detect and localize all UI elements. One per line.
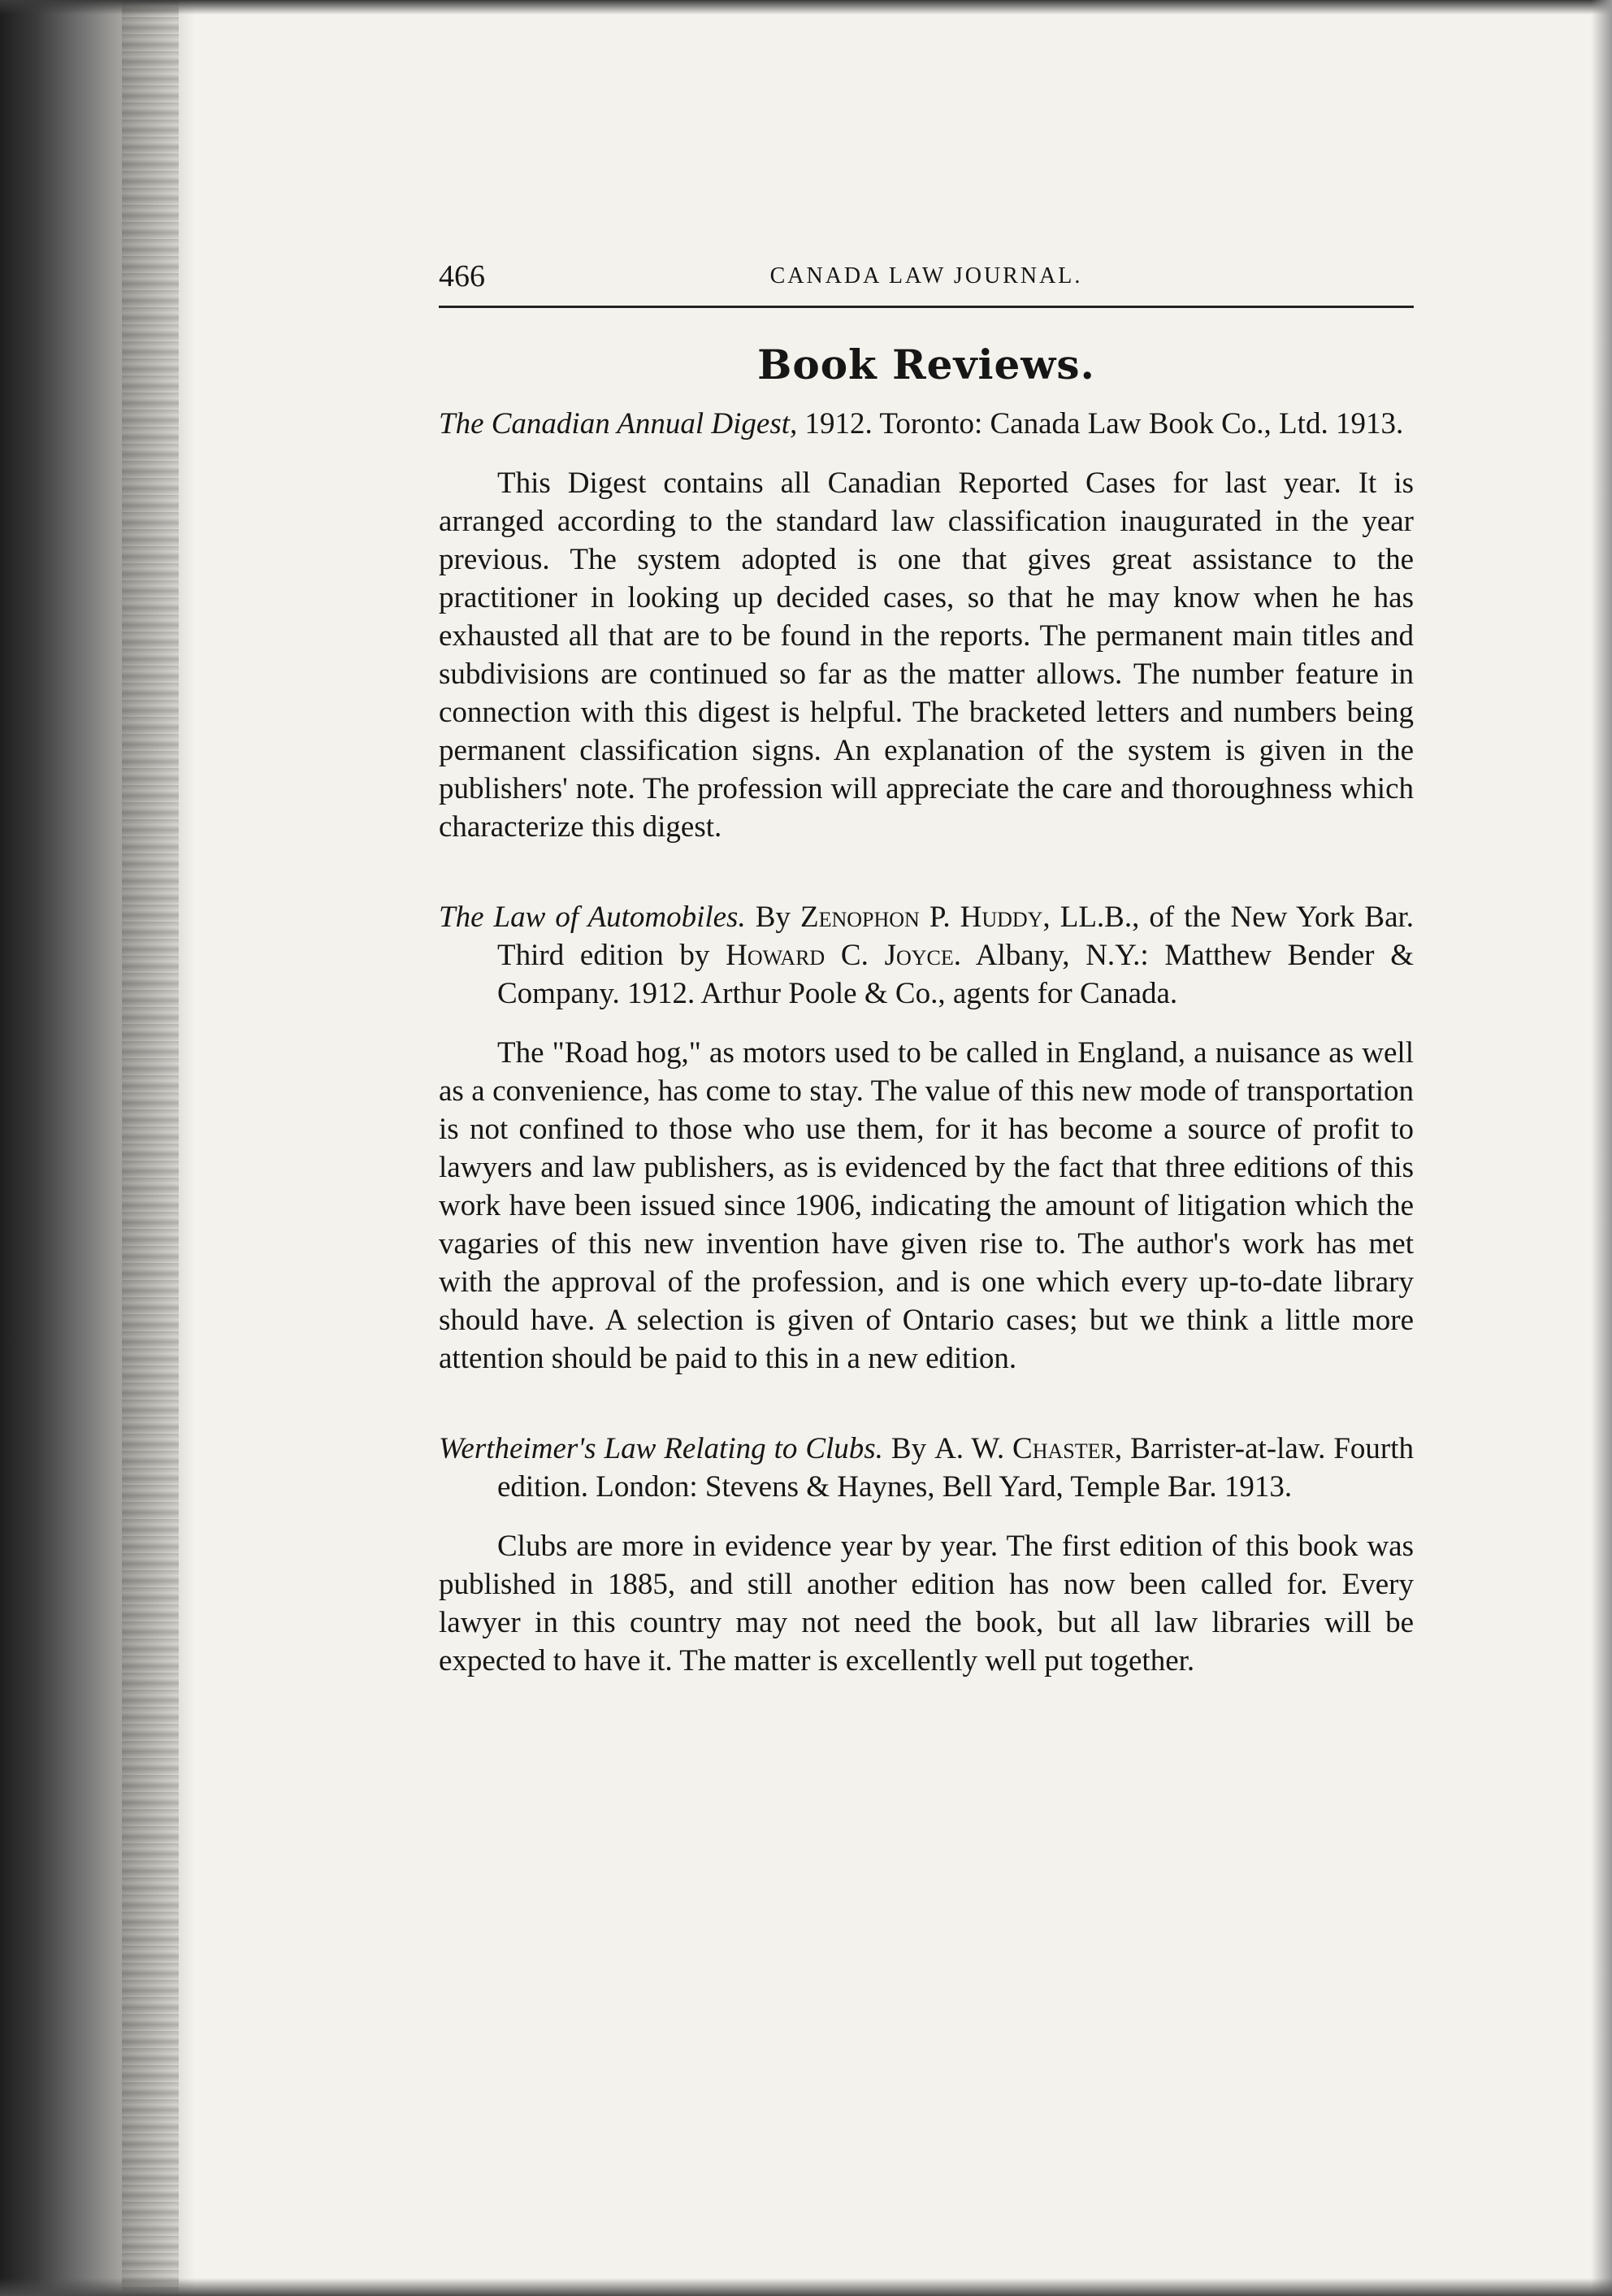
by-label: By	[755, 901, 791, 934]
running-title: CANADA LAW JOURNAL.	[769, 263, 1083, 289]
binding-texture	[122, 0, 179, 2296]
review-citation	[439, 1430, 1414, 1506]
publication-details: Albany, N.Y.: Matthew Bender & Company. 1912. Arthur Poole & Co., agents for Canada.	[497, 939, 1414, 1010]
publication-details: Barrister-at-law. Fourth edition. London: Stevens & Haynes, Bell Yard, Temple Bar. 1913.	[497, 1432, 1415, 1504]
section-title: Book Reviews.	[757, 341, 1095, 388]
review-entry	[439, 405, 1414, 846]
review-entry	[439, 898, 1414, 1378]
work-title: The Law of Automobiles.	[439, 901, 746, 934]
by-label: By	[890, 1432, 927, 1465]
author-suffix: LL.B., of the New York Bar. Third edition by	[497, 901, 1415, 972]
right-edge-shadow	[1591, 0, 1612, 2296]
review-citation	[439, 898, 1414, 1013]
review-entry	[439, 1430, 1414, 1680]
author-name: Zenophon P. Huddy,	[800, 901, 1051, 934]
review-citation	[439, 405, 1414, 443]
review-body: This Digest contains all Canadian Reported Cases for last year. It is arranged according to the standard law classification inaugurated in the year previous. The system adopted is one that gives great assistance to the practitioner in looking up decided cases, so that he may know when he has exhausted all that are to be found in the reports. The permanent main titles and subdivisions are continued so far as the matter allows. The number feature in connection with this digest is helpful. The bracketed letters and numbers being permanent classification signs. An explanation of the system is given in the publishers' note. The profession will appreciate the care and thoroughness which characterize this digest.	[439, 467, 1414, 844]
work-title: Wertheimer's Law Relating to Clubs.	[439, 1432, 883, 1465]
review-body: The "Road hog," as motors used to be called in England, a nuisance as well as a convenience, has come to stay. The value of this new mode of transportation is not confined to those who use them, for it has become a source of profit to lawyers and law publishers, as is evidenced by the fact that three editions of this work have been issued since 1906, indicating the amount of litigation which the vagaries of this new invention have given rise to. The author's work has met with the approval of the profession, and is one which every up-to-date library should have. A selection is given of Ontario cases; but we think a little more attention should be paid to this in a new edition.	[439, 1036, 1414, 1375]
editor-name: Howard C. Joyce.	[726, 939, 962, 972]
review-body: Clubs are more in evidence year by year. The first edition of this book was published in 1885, and still another edition has now been called for. Every lawyer in this country may not need the book, but all law libraries will be expected to have it. The matter is excellently well put together.	[439, 1530, 1414, 1678]
page-number: 466	[439, 259, 485, 293]
author-name: A. W. Chaster,	[934, 1432, 1123, 1465]
top-edge-shadow	[0, 0, 1612, 15]
work-title: The Canadian Annual Digest,	[439, 407, 798, 441]
journal-page	[439, 252, 1414, 1680]
page-header	[439, 252, 1414, 308]
publication-details: 1912. Toronto: Canada Law Book Co., Ltd. 1913.	[804, 407, 1404, 441]
bottom-edge-shadow	[0, 2278, 1612, 2296]
